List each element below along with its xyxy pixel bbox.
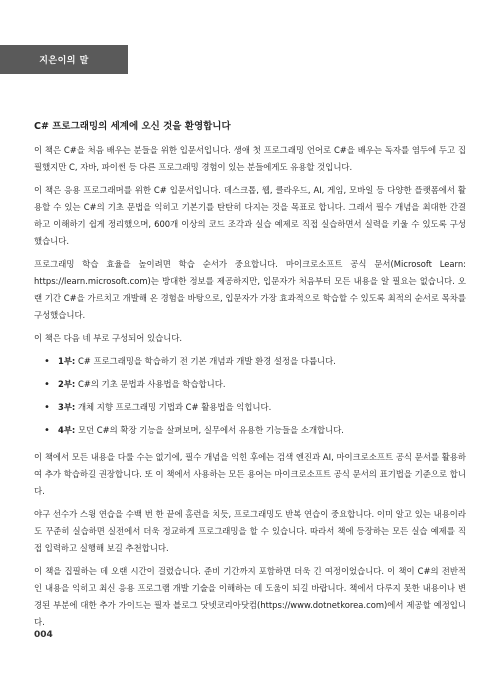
list-item bbox=[58, 399, 466, 416]
paragraph-intro: 이 책은 C#을 처음 배우는 분들을 위한 입문서입니다. 생애 첫 프로그래밍 언어로 C#을 배우는 독자를 염두에 두고 집필했지만 C, 자바, 파이썬 등 다른 프로그래밍 경험이 있는 분들에게도 유용할 것입니다. bbox=[34, 145, 466, 172]
paragraph-practice: 야구 선수가 스윙 연습을 수백 번 한 끝에 홈런을 치듯, 프로그래밍도 반복 연습이 중요합니다. 이미 알고 있는 내용이라도 꾸준히 실습하면 실전에서 더욱 정교하게 프로그래밍을 할 수 있습니다. 따라서 책에 등장하는 모든 실습 예제를 직접 입력하고 실행해 보길 추천합니다. bbox=[34, 509, 466, 553]
paragraph-docs: 이 책에서 모든 내용을 다룰 수는 없기에, 필수 개념을 익힌 후에는 검색 엔진과 AI, 마이크로소프트 공식 문서를 활용하여 추가 학습하길 권장합니다. 또 이 책에서 사용하는 모든 용어는 마이크로소프트 공식 문서의 표기법을 기준으로 합니다. bbox=[34, 452, 466, 496]
part-label: 2부: bbox=[58, 379, 76, 389]
part-description: C# 프로그래밍을 학습하기 전 기본 개념과 개발 환경 설정을 다룹니다. bbox=[77, 356, 336, 366]
preface-content bbox=[34, 118, 466, 637]
paragraph-structure: 이 책은 다음 네 부로 구성되어 있습니다. bbox=[34, 333, 183, 343]
page-number: 004 bbox=[34, 630, 53, 640]
list-item bbox=[58, 422, 466, 439]
part-description: 모던 C#의 확장 기능을 살펴보며, 실무에서 유용한 기능들을 소개합니다. bbox=[77, 425, 344, 435]
paragraph-order: 프로그래밍 학습 효율을 높이려면 학습 순서가 중요합니다. 마이크로소프트 공식 문서(Microsoft Learn: https://learn.microsoft.com)는 방대한 정보를 제공하지만, 입문자가 처음부터 모든 내용을 알 필요는 없습니다. 오랜 기간 C#을 가르치고 개발해 온 경험을 바탕으로, 입문자가 가장 효과적으로 학습할 수 있도록 최적의 순서로 목차를 구성했습니다. bbox=[34, 259, 466, 320]
parts-list bbox=[34, 353, 466, 439]
paragraph-closing: 이 책을 집필하는 데 오랜 시간이 걸렸습니다. 준비 기간까지 포함하면 더욱 긴 여정이었습니다. 이 책이 C#의 전반적인 내용을 익히고 최신 응용 프로그램 개발 기술을 이해하는 데 도움이 되길 바랍니다. 책에서 다루지 못한 내용이나 변경된 부분에 대한 추가 가이드는 필자 블로그 닷넷코리아닷컴(https://www.dotnetkorea.com)에서 제공할 예정입니다. bbox=[34, 566, 466, 627]
list-item bbox=[58, 353, 466, 370]
paragraph-goal: 이 책은 응용 프로그래머를 위한 C# 입문서입니다. 데스크톱, 웹, 클라우드, AI, 게임, 모바일 등 다양한 플랫폼에서 활용할 수 있는 C#의 기초 문법을 익히고 기본기를 탄탄히 다지는 것을 목표로 합니다. 그래서 필수 개념을 최대한 간결하고 이해하기 쉽게 정리했으며, 600개 이상의 코드 조각과 실습 예제로 직접 실습하면서 실력을 키울 수 있도록 구성했습니다. bbox=[34, 185, 466, 246]
section-heading: C# 프로그래밍의 세계에 오신 것을 환영합니다 bbox=[34, 121, 231, 132]
part-description: C#의 기초 문법과 사용법을 학습합니다. bbox=[77, 379, 226, 389]
chapter-header-bar bbox=[0, 45, 128, 74]
part-label: 3부: bbox=[58, 402, 76, 412]
chapter-title: 지은이의 말 bbox=[39, 56, 89, 66]
part-label: 1부: bbox=[58, 356, 76, 366]
list-item bbox=[58, 376, 466, 393]
part-label: 4부: bbox=[58, 425, 76, 435]
part-description: 개체 지향 프로그래밍 기법과 C# 활용법을 익힙니다. bbox=[77, 402, 272, 412]
